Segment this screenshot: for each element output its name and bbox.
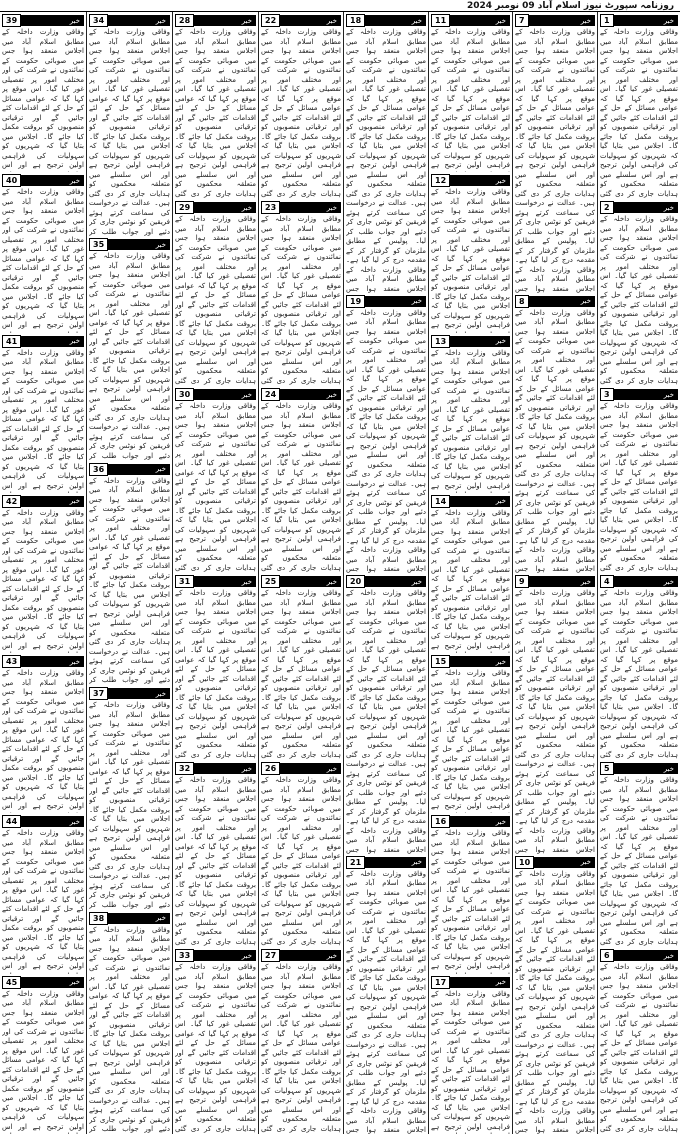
news-item-number: 12 [431,174,450,187]
news-item-header [261,576,341,587]
news-item-number: 21 [346,856,365,869]
news-item-text: وفاقی وزارت داخلہ کے مطابق اسلام آباد میں اجلاس منعقد ہوا جس میں صوبائی حکومت کے نمائندوں نے شرکت کی اور مختلف امور پر تفصیلی غور کیا گیا۔ اس موقع پر کہا گیا کہ عوامی مسائل کے حل کے لئے اقدامات کئے جائیں گے اور ترقیاتی منصوبوں کو بروقت مکمل کیا جائے گا۔ اجلاس میں بتایا گیا کہ شہریوں کو سہولیات کی فراہمی اولین ترجیح ہے اور اس [2,508,84,650]
news-item-label: خبر [580,297,591,305]
news-item-text: وفاقی وزارت داخلہ کے مطابق اسلام آباد میں اجلاس منعقد ہوا جس میں صوبائی حکومت کے نمائندوں نے شرکت کی اور مختلف امور پر تفصیلی غور کیا گیا۔ اس موقع پر کہا گیا کہ عوامی مسائل کے حل کے لئے اقدامات کئے جائیں گے اور ترقیاتی منصوبوں کو بروقت مکمل کیا جائے گا۔ اجلاس میں بتایا گیا کہ شہریوں کو سہولیات کی فراہمی اولین ترجیح ہے اور اس سلسلے میں متعلقہ محکموں کو ہدایات جاری کر دی گئی ہیں۔ عدالت نے درخواست کی سماعت کرتے ہوئے فریقین کو نوٹس جاری کر دئیے اور جواب طلب کر لیا۔ پولیس کے مطابق ملزمان کو گرفتار کر کے مقدمہ درج کر لیا گیا ہے۔ وفاقی وزارت داخلہ کے مطابق اسلام آباد میں اجلاس منعقد ہوا جس [346,308,426,573]
news-item-label: خبر [663,16,674,25]
news-item-header [89,464,170,475]
news-item-label: خبر [495,978,506,987]
column-1 [0,12,86,1134]
news-item-text: وفاقی وزارت داخلہ کے مطابق اسلام آباد میں اجلاس منعقد ہوا جس میں صوبائی حکومت کے نمائندوں نے شرکت کی اور مختلف امور پر تفصیلی غور کیا گیا۔ اس موقع پر کہا گیا کہ عوامی مسائل کے حل کے لئے اقدامات کئے جائیں گے اور ترقیاتی منصوبوں کو بروقت مکمل کیا جائے گا۔ اجلاس میں بتایا گیا کہ شہریوں کو سہولیات کی فراہمی اولین ترجیح ہے اور اس سلسلے میں متعلقہ محکموں کو ہدایات جاری کر دی گئی [600,402,678,572]
news-item-text: وفاقی وزارت داخلہ کے مطابق اسلام آباد میں اجلاس منعقد ہوا جس میں صوبائی حکومت کے نمائندوں نے شرکت کی اور مختلف امور پر تفصیلی غور کیا گیا۔ اس موقع پر کہا گیا کہ عوامی مسائل کے حل کے لئے اقدامات کئے جائیں گے اور ترقیاتی منصوبوں کو بروقت مکمل کیا جائے گا۔ اجلاس میں بتایا گیا کہ شہریوں کو سہولیات کی فراہمی اولین ترجیح ہے اور اس سلسلے میں متعلقہ محکموں کو ہدایات جاری کر دی گئی ہیں۔ عدالت نے درخواست کی سماعت کرتے ہوئے فریقین کو نوٹس جاری کر دئیے اور جواب طلب کر لیا۔ پولیس کے مطابق ملزمان کو گرفتار کر کے مقدمہ درج کر لیا گیا ہے۔ وفاقی وزارت داخلہ کے مطابق اسلام آباد میں اجلاس منعقد ہوا جس [346,28,426,293]
news-item-header [2,496,84,507]
news-item-text: وفاقی وزارت داخلہ کے مطابق اسلام آباد میں اجلاس منعقد ہوا جس میں صوبائی حکومت کے نمائندوں نے شرکت کی اور مختلف امور پر تفصیلی غور کیا گیا۔ اس موقع پر کہا گیا کہ عوامی مسائل کے حل کے لئے اقدامات کئے جائیں گے اور ترقیاتی منصوبوں کو بروقت مکمل کیا جائے گا۔ اجلاس میں بتایا گیا کہ شہریوں کو سہولیات کی فراہمی اولین ترجیح ہے اور اس [2,348,84,490]
news-item-text: وفاقی وزارت داخلہ کے مطابق اسلام آباد میں اجلاس منعقد ہوا جس میں صوبائی حکومت کے نمائندوں نے شرکت کی اور مختلف امور پر تفصیلی غور کیا گیا۔ اس موقع پر کہا گیا کہ عوامی مسائل کے حل کے لئے اقدامات کئے جائیں گے اور ترقیاتی منصوبوں کو بروقت مکمل کیا جائے گا۔ اجلاس میں بتایا گیا کہ شہریوں کو سہولیات کی فراہمی اولین ترجیح ہے اور اس سلسلے میں متعلقہ محکموں کو ہدایات جاری کر دی گئی [175,963,256,1133]
news-item-text: وفاقی وزارت داخلہ کے مطابق اسلام آباد میں اجلاس منعقد ہوا جس میں صوبائی حکومت کے نمائندوں نے شرکت کی اور مختلف امور پر تفصیلی غور کیا گیا۔ اس موقع پر کہا گیا کہ عوامی مسائل کے حل کے لئے اقدامات کئے جائیں گے اور ترقیاتی منصوبوں کو بروقت مکمل کیا جائے گا۔ اجلاس میں بتایا گیا کہ شہریوں کو سہولیات کی فراہمی اولین ترجیح ہے اور اس سلسلے میں متعلقہ محکموں کو ہدایات جاری کر دی گئی [600,215,678,385]
news-item-text: وفاقی وزارت داخلہ کے مطابق اسلام آباد میں اجلاس منعقد ہوا جس میں صوبائی حکومت کے نمائندوں نے شرکت کی اور مختلف امور پر تفصیلی غور کیا گیا۔ اس موقع پر کہا گیا کہ عوامی مسائل کے حل کے لئے اقدامات کئے جائیں گے اور ترقیاتی منصوبوں کو بروقت مکمل کیا جائے گا۔ اجلاس میں بتایا گیا کہ شہریوں کو سہولیات کی فراہمی اولین ترجیح ہے اور اس [2,669,84,811]
news-item-label: خبر [495,337,506,346]
news-item-label: خبر [69,337,80,346]
news-item-label: خبر [155,689,166,698]
news-item-number: 4 [600,575,614,588]
news-item-header [89,688,170,699]
news-item-text: وفاقی وزارت داخلہ کے مطابق اسلام آباد میں اجلاس منعقد ہوا جس میں صوبائی حکومت کے نمائندوں نے شرکت کی اور مختلف امور پر تفصیلی غور کیا گیا۔ اس موقع پر کہا گیا کہ عوامی مسائل کے حل کے لئے اقدامات کئے جائیں گے اور ترقیاتی منصوبوں کو بروقت مکمل کیا جائے گا۔ اجلاس میں بتایا گیا کہ شہریوں کو سہولیات کی فراہمی اولین ترجیح ہے اور اس سلسلے میں متعلقہ محکموں کو ہدایات جاری کر دی گئی [175,589,256,759]
news-item-label: خبر [69,978,80,987]
news-item-label: خبر [663,203,674,212]
news-item-label: خبر [411,858,422,866]
news-item-label: خبر [69,657,80,666]
news-item-text: وفاقی وزارت داخلہ کے مطابق اسلام آباد میں اجلاس منعقد ہوا جس میں صوبائی حکومت کے نمائندوں نے شرکت کی اور مختلف امور پر تفصیلی غور کیا گیا۔ اس موقع پر کہا گیا کہ عوامی مسائل کے حل کے لئے اقدامات کئے جائیں گے اور ترقیاتی منصوبوں کو بروقت مکمل کیا جائے گا۔ اجلاس میں بتایا گیا کہ شہریوں کو سہولیات کی فراہمی اولین ترجیح ہے [431,348,510,490]
news-item-header [600,576,678,587]
news-item-header [2,336,84,347]
news-item-number: 23 [261,201,280,214]
news-item-text: وفاقی وزارت داخلہ کے مطابق اسلام آباد میں اجلاس منعقد ہوا جس میں صوبائی حکومت کے نمائندوں نے شرکت کی اور مختلف امور پر تفصیلی غور کیا گیا۔ اس موقع پر کہا گیا کہ عوامی مسائل کے حل کے لئے اقدامات کئے جائیں گے اور ترقیاتی منصوبوں کو بروقت مکمل کیا جائے گا۔ اجلاس میں بتایا گیا کہ شہریوں کو سہولیات کی فراہمی اولین ترجیح ہے اور اس سلسلے میں متعلقہ محکموں کو ہدایات جاری کر دی گئی [600,589,678,759]
news-item-label: خبر [326,951,337,960]
news-item-label: خبر [326,764,337,773]
news-item-header [346,857,426,868]
news-item-header [175,763,256,774]
news-item-label: خبر [155,914,166,923]
news-item-header [600,15,678,26]
news-item-number: 17 [431,976,450,989]
column-8 [597,12,680,1134]
news-item-number: 3 [600,388,614,401]
news-item-number: 26 [261,762,280,775]
news-item-header [515,296,595,307]
column-2 [86,12,172,1134]
news-item-number: 29 [175,201,194,214]
news-item-header [600,389,678,400]
news-item-number: 1 [600,14,614,27]
news-item-label: خبر [495,497,506,506]
news-item-header [89,913,170,924]
news-item-label: خبر [241,577,252,586]
news-item-number: 41 [2,335,21,348]
news-item-text: وفاقی وزارت داخلہ کے مطابق اسلام آباد میں اجلاس منعقد ہوا جس میں صوبائی حکومت کے نمائندوں نے شرکت کی اور مختلف امور پر تفصیلی غور کیا گیا۔ اس موقع پر کہا گیا کہ عوامی مسائل کے حل کے لئے اقدامات کئے جائیں گے اور ترقیاتی منصوبوں کو بروقت مکمل کیا جائے گا۔ اجلاس میں بتایا گیا کہ شہریوں کو سہولیات کی فراہمی اولین ترجیح ہے اور اس سلسلے میں متعلقہ محکموں کو ہدایات جاری کر دی گئی [261,589,341,759]
news-item-text: وفاقی وزارت داخلہ کے مطابق اسلام آباد میں اجلاس منعقد ہوا جس میں صوبائی حکومت کے نمائندوں نے شرکت کی اور مختلف امور پر تفصیلی غور کیا گیا۔ اس موقع پر کہا گیا کہ عوامی مسائل کے حل کے لئے اقدامات کئے جائیں گے اور ترقیاتی منصوبوں کو بروقت مکمل کیا جائے گا۔ اجلاس میں بتایا گیا کہ شہریوں کو سہولیات کی فراہمی اولین ترجیح ہے [431,508,510,650]
news-item-number: 44 [2,815,21,828]
news-item-text: وفاقی وزارت داخلہ کے مطابق اسلام آباد میں اجلاس منعقد ہوا جس میں صوبائی حکومت کے نمائندوں نے شرکت کی اور مختلف امور پر تفصیلی غور کیا گیا۔ اس موقع پر کہا گیا کہ عوامی مسائل کے حل کے لئے اقدامات کئے جائیں گے اور ترقیاتی منصوبوں کو بروقت مکمل کیا جائے گا۔ اجلاس میں بتایا گیا کہ شہریوں کو سہولیات کی فراہمی اولین ترجیح ہے اور اس سلسلے میں متعلقہ محکموں کو ہدایات جاری کر دی گئی [600,963,678,1133]
news-item-header [175,576,256,587]
news-item-text: وفاقی وزارت داخلہ کے مطابق اسلام آباد میں اجلاس منعقد ہوا جس میں صوبائی حکومت کے نمائندوں نے شرکت کی اور مختلف امور پر تفصیلی غور کیا گیا۔ اس موقع پر کہا گیا کہ عوامی مسائل کے حل کے لئے اقدامات کئے جائیں گے اور ترقیاتی منصوبوں کو بروقت مکمل کیا جائے گا۔ اجلاس میں بتایا گیا کہ شہریوں کو سہولیات کی فراہمی اولین ترجیح ہے اور اس سلسلے میں متعلقہ محکموں کو ہدایات جاری کر دی گئی ہیں۔ عدالت نے درخواست کی سماعت کرتے ہوئے فریقین کو نوٹس جاری کر دئیے اور جواب طلب کر [89,252,170,460]
news-item-header [431,336,510,347]
news-item-text: وفاقی وزارت داخلہ کے مطابق اسلام آباد میں اجلاس منعقد ہوا جس میں صوبائی حکومت کے نمائندوں نے شرکت کی اور مختلف امور پر تفصیلی غور کیا گیا۔ اس موقع پر کہا گیا کہ عوامی مسائل کے حل کے لئے اقدامات کئے جائیں گے اور ترقیاتی منصوبوں کو بروقت مکمل کیا جائے گا۔ اجلاس میں بتایا گیا کہ شہریوں کو سہولیات کی فراہمی اولین ترجیح ہے اور اس سلسلے میں متعلقہ محکموں کو ہدایات جاری کر دی گئی [175,28,256,198]
news-item-header [175,15,256,26]
news-item-text: وفاقی وزارت داخلہ کے مطابق اسلام آباد میں اجلاس منعقد ہوا جس میں صوبائی حکومت کے نمائندوں نے شرکت کی اور مختلف امور پر تفصیلی غور کیا گیا۔ اس موقع پر کہا گیا کہ عوامی مسائل کے حل کے لئے اقدامات کئے جائیں گے اور ترقیاتی منصوبوں کو بروقت مکمل کیا جائے گا۔ اجلاس میں بتایا گیا کہ شہریوں کو سہولیات کی فراہمی اولین ترجیح ہے اور اس سلسلے میں متعلقہ محکموں کو ہدایات جاری کر دی گئی ہیں۔ عدالت نے درخواست کی سماعت کرتے ہوئے فریقین کو نوٹس جاری کر دئیے اور جواب طلب کر [89,28,170,236]
news-item-header [346,296,426,307]
news-item-header [515,857,595,868]
news-item-text: وفاقی وزارت داخلہ کے مطابق اسلام آباد میں اجلاس منعقد ہوا جس میں صوبائی حکومت کے نمائندوں نے شرکت کی اور مختلف امور پر تفصیلی غور کیا گیا۔ اس موقع پر کہا گیا کہ عوامی مسائل کے حل کے لئے اقدامات کئے جائیں گے اور ترقیاتی منصوبوں کو بروقت مکمل کیا جائے گا۔ اجلاس میں بتایا گیا کہ شہریوں کو سہولیات کی فراہمی اولین ترجیح ہے اور اس سلسلے میں متعلقہ محکموں کو ہدایات جاری کر دی گئی [261,402,341,572]
news-item-number: 27 [261,949,280,962]
news-item-number: 13 [431,335,450,348]
news-item-header [261,15,341,26]
news-item-text: وفاقی وزارت داخلہ کے مطابق اسلام آباد میں اجلاس منعقد ہوا جس میں صوبائی حکومت کے نمائندوں نے شرکت کی اور مختلف امور پر تفصیلی غور کیا گیا۔ اس موقع پر کہا گیا کہ عوامی مسائل کے حل کے لئے اقدامات کئے جائیں گے اور ترقیاتی منصوبوں کو بروقت مکمل کیا جائے گا۔ اجلاس میں بتایا گیا کہ شہریوں کو سہولیات کی فراہمی اولین ترجیح ہے اور اس سلسلے میں متعلقہ محکموں کو ہدایات جاری کر دی گئی ہیں۔ عدالت نے درخواست کی سماعت کرتے ہوئے فریقین کو نوٹس جاری کر دئیے اور جواب طلب کر لیا۔ پولیس کے مطابق ملزمان کو گرفتار کر کے مقدمہ درج کر لیا گیا ہے۔ وفاقی وزارت داخلہ کے مطابق اسلام آباد میں اجلاس منعقد ہوا جس [515,308,595,573]
news-item-number: 45 [2,976,21,989]
news-item-text: وفاقی وزارت داخلہ کے مطابق اسلام آباد میں اجلاس منعقد ہوا جس میں صوبائی حکومت کے نمائندوں نے شرکت کی اور مختلف امور پر تفصیلی غور کیا گیا۔ اس موقع پر کہا گیا کہ عوامی مسائل کے حل کے لئے اقدامات کئے جائیں گے اور ترقیاتی منصوبوں کو بروقت مکمل کیا جائے گا۔ اجلاس میں بتایا گیا کہ شہریوں کو سہولیات کی فراہمی اولین ترجیح ہے اور اس سلسلے میں متعلقہ محکموں کو ہدایات جاری کر دی گئی ہیں۔ عدالت نے درخواست کی سماعت کرتے ہوئے فریقین کو نوٹس جاری کر دئیے اور جواب طلب کر لیا۔ پولیس کے مطابق ملزمان کو گرفتار کر کے مقدمہ درج کر لیا گیا ہے۔ وفاقی وزارت داخلہ کے مطابق اسلام آباد میں اجلاس منعقد ہوا جس [515,869,595,1134]
news-item-label: خبر [495,16,506,25]
news-item-number: 30 [175,388,194,401]
news-item-text: وفاقی وزارت داخلہ کے مطابق اسلام آباد میں اجلاس منعقد ہوا جس میں صوبائی حکومت کے نمائندوں نے شرکت کی اور مختلف امور پر تفصیلی غور کیا گیا۔ اس موقع پر کہا گیا کہ عوامی مسائل کے حل کے لئے اقدامات کئے جائیں گے اور ترقیاتی منصوبوں کو بروقت مکمل کیا جائے گا۔ اجلاس میں بتایا گیا کہ شہریوں کو سہولیات کی فراہمی اولین ترجیح ہے اور اس سلسلے میں متعلقہ محکموں کو ہدایات جاری کر دی گئی ہیں۔ عدالت نے درخواست کی سماعت کرتے ہوئے فریقین کو نوٹس جاری کر دئیے اور جواب طلب کر لیا۔ پولیس کے مطابق ملزمان کو گرفتار کر کے مقدمہ درج کر لیا گیا ہے۔ وفاقی وزارت داخلہ کے مطابق اسلام آباد میں اجلاس منعقد ہوا جس [346,869,426,1134]
news-item-number: 15 [431,655,450,668]
news-item-label: خبر [411,16,422,25]
news-item-header [261,389,341,400]
news-item-label: خبر [326,16,337,25]
news-item-header [431,816,510,827]
news-item-header [431,977,510,988]
column-3 [172,12,258,1134]
news-item-header [261,763,341,774]
news-item-label: خبر [241,203,252,212]
news-item-number: 22 [261,14,280,27]
masthead [0,0,680,12]
news-item-text: وفاقی وزارت داخلہ کے مطابق اسلام آباد میں اجلاس منعقد ہوا جس میں صوبائی حکومت کے نمائندوں نے شرکت کی اور مختلف امور پر تفصیلی غور کیا گیا۔ اس موقع پر کہا گیا کہ عوامی مسائل کے حل کے لئے اقدامات کئے جائیں گے اور ترقیاتی منصوبوں کو بروقت مکمل کیا جائے گا۔ اجلاس میں بتایا گیا کہ شہریوں کو سہولیات کی فراہمی اولین ترجیح ہے اور اس سلسلے میں متعلقہ محکموں کو ہدایات جاری کر دی گئی [600,28,678,198]
news-item-label: خبر [663,951,674,960]
news-item-label: خبر [241,390,252,399]
news-item-header [431,175,510,186]
news-item-text: وفاقی وزارت داخلہ کے مطابق اسلام آباد میں اجلاس منعقد ہوا جس میں صوبائی حکومت کے نمائندوں نے شرکت کی اور مختلف امور پر تفصیلی غور کیا گیا۔ اس موقع پر کہا گیا کہ عوامی مسائل کے حل کے لئے اقدامات کئے جائیں گے اور ترقیاتی منصوبوں کو بروقت مکمل کیا جائے گا۔ اجلاس میں بتایا گیا کہ شہریوں کو سہولیات کی فراہمی اولین ترجیح ہے [431,989,510,1131]
news-item-label: خبر [580,858,591,866]
news-item-label: خبر [69,16,80,25]
column-7 [512,12,597,1134]
news-item-number: 14 [431,495,450,508]
news-item-label: خبر [155,16,166,25]
news-item-number: 19 [346,295,365,308]
news-item-text: وفاقی وزارت داخلہ کے مطابق اسلام آباد میں اجلاس منعقد ہوا جس میں صوبائی حکومت کے نمائندوں نے شرکت کی اور مختلف امور پر تفصیلی غور کیا گیا۔ اس موقع پر کہا گیا کہ عوامی مسائل کے حل کے لئے اقدامات کئے جائیں گے اور ترقیاتی منصوبوں کو بروقت مکمل کیا جائے گا۔ اجلاس میں بتایا گیا کہ شہریوں کو سہولیات کی فراہمی اولین ترجیح ہے اور اس سلسلے میں متعلقہ محکموں کو ہدایات جاری کر دی گئی [175,402,256,572]
news-item-text: وفاقی وزارت داخلہ کے مطابق اسلام آباد میں اجلاس منعقد ہوا جس میں صوبائی حکومت کے نمائندوں نے شرکت کی اور مختلف امور پر تفصیلی غور کیا گیا۔ اس موقع پر کہا گیا کہ عوامی مسائل کے حل کے لئے اقدامات کئے جائیں گے اور ترقیاتی منصوبوں کو بروقت مکمل کیا جائے گا۔ اجلاس میں بتایا گیا کہ شہریوں کو سہولیات کی فراہمی اولین ترجیح ہے اور اس سلسلے میں متعلقہ محکموں کو ہدایات جاری کر دی گئی ہیں۔ عدالت نے درخواست کی سماعت کرتے ہوئے فریقین کو نوٹس جاری کر دئیے اور جواب طلب کر لیا۔ پولیس کے مطابق ملزمان کو گرفتار کر کے مقدمہ درج کر لیا گیا ہے۔ وفاقی وزارت داخلہ کے مطابق اسلام آباد میں اجلاس منعقد ہوا جس [346,589,426,854]
news-item-label: خبر [411,577,422,586]
news-item-text: وفاقی وزارت داخلہ کے مطابق اسلام آباد میں اجلاس منعقد ہوا جس میں صوبائی حکومت کے نمائندوں نے شرکت کی اور مختلف امور پر تفصیلی غور کیا گیا۔ اس موقع پر کہا گیا کہ عوامی مسائل کے حل کے لئے اقدامات کئے جائیں گے اور ترقیاتی منصوبوں کو بروقت مکمل کیا جائے گا۔ اجلاس میں بتایا گیا کہ شہریوں کو سہولیات کی فراہمی اولین ترجیح ہے اور اس سلسلے میں متعلقہ محکموں کو ہدایات جاری کر دی گئی ہیں۔ عدالت نے درخواست کی سماعت کرتے ہوئے فریقین کو نوٹس جاری کر دئیے اور جواب طلب کر [89,701,170,909]
news-item-label: خبر [411,297,422,305]
news-item-number: 6 [600,949,614,962]
news-item-text: وفاقی وزارت داخلہ کے مطابق اسلام آباد میں اجلاس منعقد ہوا جس میں صوبائی حکومت کے نمائندوں نے شرکت کی اور مختلف امور پر تفصیلی غور کیا گیا۔ اس موقع پر کہا گیا کہ عوامی مسائل کے حل کے لئے اقدامات کئے جائیں گے اور ترقیاتی منصوبوں کو بروقت مکمل کیا جائے گا۔ اجلاس میں بتایا گیا کہ شہریوں کو سہولیات کی فراہمی اولین ترجیح ہے اور اس سلسلے میں متعلقہ محکموں کو ہدایات جاری کر دی گئی [261,28,341,198]
news-item-text: وفاقی وزارت داخلہ کے مطابق اسلام آباد میں اجلاس منعقد ہوا جس میں صوبائی حکومت کے نمائندوں نے شرکت کی اور مختلف امور پر تفصیلی غور کیا گیا۔ اس موقع پر کہا گیا کہ عوامی مسائل کے حل کے لئے اقدامات کئے جائیں گے اور ترقیاتی منصوبوں کو بروقت مکمل کیا جائے گا۔ اجلاس میں بتایا گیا کہ شہریوں کو سہولیات کی فراہمی اولین ترجیح ہے اور اس سلسلے میں متعلقہ محکموں کو ہدایات جاری کر دی گئی [175,215,256,385]
news-item-text: وفاقی وزارت داخلہ کے مطابق اسلام آباد میں اجلاس منعقد ہوا جس میں صوبائی حکومت کے نمائندوں نے شرکت کی اور مختلف امور پر تفصیلی غور کیا گیا۔ اس موقع پر کہا گیا کہ عوامی مسائل کے حل کے لئے اقدامات کئے جائیں گے اور ترقیاتی منصوبوں کو بروقت مکمل کیا جائے گا۔ اجلاس میں بتایا گیا کہ شہریوں کو سہولیات کی فراہمی اولین ترجیح ہے اور اس [2,28,84,169]
news-item-label: خبر [155,465,166,474]
news-item-text: وفاقی وزارت داخلہ کے مطابق اسلام آباد میں اجلاس منعقد ہوا جس میں صوبائی حکومت کے نمائندوں نے شرکت کی اور مختلف امور پر تفصیلی غور کیا گیا۔ اس موقع پر کہا گیا کہ عوامی مسائل کے حل کے لئے اقدامات کئے جائیں گے اور ترقیاتی منصوبوں کو بروقت مکمل کیا جائے گا۔ اجلاس میں بتایا گیا کہ شہریوں کو سہولیات کی فراہمی اولین ترجیح ہے اور اس [2,188,84,330]
news-item-text: وفاقی وزارت داخلہ کے مطابق اسلام آباد میں اجلاس منعقد ہوا جس میں صوبائی حکومت کے نمائندوں نے شرکت کی اور مختلف امور پر تفصیلی غور کیا گیا۔ اس موقع پر کہا گیا کہ عوامی مسائل کے حل کے لئے اقدامات کئے جائیں گے اور ترقیاتی منصوبوں کو بروقت مکمل کیا جائے گا۔ اجلاس میں بتایا گیا کہ شہریوں کو سہولیات کی فراہمی اولین ترجیح ہے [431,669,510,811]
news-item-number: 20 [346,575,365,588]
news-item-label: خبر [69,497,80,506]
news-item-header [515,15,595,26]
news-item-header [2,15,84,26]
news-item-number: 28 [175,14,194,27]
news-item-number: 7 [515,14,529,27]
news-item-text: وفاقی وزارت داخلہ کے مطابق اسلام آباد میں اجلاس منعقد ہوا جس میں صوبائی حکومت کے نمائندوں نے شرکت کی اور مختلف امور پر تفصیلی غور کیا گیا۔ اس موقع پر کہا گیا کہ عوامی مسائل کے حل کے لئے اقدامات کئے جائیں گے اور ترقیاتی منصوبوں کو بروقت مکمل کیا جائے گا۔ اجلاس میں بتایا گیا کہ شہریوں کو سہولیات کی فراہمی اولین ترجیح ہے اور اس سلسلے میں متعلقہ محکموں کو ہدایات جاری کر دی گئی ہیں۔ عدالت نے درخواست کی سماعت کرتے ہوئے فریقین کو نوٹس جاری کر دئیے اور جواب طلب کر لیا۔ پولیس کے مطابق ملزمان کو گرفتار کر کے مقدمہ درج کر لیا گیا ہے۔ وفاقی وزارت داخلہ کے مطابق اسلام آباد میں اجلاس منعقد ہوا جس [515,28,595,293]
news-item-header [346,576,426,587]
news-item-number: 40 [2,174,21,187]
news-item-text: وفاقی وزارت داخلہ کے مطابق اسلام آباد میں اجلاس منعقد ہوا جس میں صوبائی حکومت کے نمائندوں نے شرکت کی اور مختلف امور پر تفصیلی غور کیا گیا۔ اس موقع پر کہا گیا کہ عوامی مسائل کے حل کے لئے اقدامات کئے جائیں گے اور ترقیاتی منصوبوں کو بروقت مکمل کیا جائے گا۔ اجلاس میں بتایا گیا کہ شہریوں کو سہولیات کی فراہمی اولین ترجیح ہے [431,188,510,330]
news-item-header [2,175,84,186]
news-item-text: وفاقی وزارت داخلہ کے مطابق اسلام آباد میں اجلاس منعقد ہوا جس میں صوبائی حکومت کے نمائندوں نے شرکت کی اور مختلف امور پر تفصیلی غور کیا گیا۔ اس موقع پر کہا گیا کہ عوامی مسائل کے حل کے لئے اقدامات کئے جائیں گے اور ترقیاتی منصوبوں کو بروقت مکمل کیا جائے گا۔ اجلاس میں بتایا گیا کہ شہریوں کو سہولیات کی فراہمی اولین ترجیح ہے اور اس سلسلے میں متعلقہ محکموں کو ہدایات جاری کر دی گئی ہیں۔ عدالت نے درخواست کی سماعت کرتے ہوئے فریقین کو نوٹس جاری کر دئیے اور جواب طلب کر [89,925,170,1134]
news-item-text: وفاقی وزارت داخلہ کے مطابق اسلام آباد میں اجلاس منعقد ہوا جس میں صوبائی حکومت کے نمائندوں نے شرکت کی اور مختلف امور پر تفصیلی غور کیا گیا۔ اس موقع پر کہا گیا کہ عوامی مسائل کے حل کے لئے اقدامات کئے جائیں گے اور ترقیاتی منصوبوں کو بروقت مکمل کیا جائے گا۔ اجلاس میں بتایا گیا کہ شہریوں کو سہولیات کی فراہمی اولین ترجیح ہے [431,28,510,169]
news-item-header [431,496,510,507]
news-item-label: خبر [663,577,674,586]
news-item-text: وفاقی وزارت داخلہ کے مطابق اسلام آباد میں اجلاس منعقد ہوا جس میں صوبائی حکومت کے نمائندوں نے شرکت کی اور مختلف امور پر تفصیلی غور کیا گیا۔ اس موقع پر کہا گیا کہ عوامی مسائل کے حل کے لئے اقدامات کئے جائیں گے اور ترقیاتی منصوبوں کو بروقت مکمل کیا جائے گا۔ اجلاس میں بتایا گیا کہ شہریوں کو سہولیات کی فراہمی اولین ترجیح ہے اور اس سلسلے میں متعلقہ محکموں کو ہدایات جاری کر دی گئی [261,776,341,946]
news-item-number: 16 [431,815,450,828]
news-item-label: خبر [326,577,337,586]
news-item-header [89,15,170,26]
news-item-number: 33 [175,949,194,962]
news-item-number: 11 [431,14,450,27]
news-item-label: خبر [69,817,80,826]
news-item-label: خبر [155,240,166,249]
news-item-number: 32 [175,762,194,775]
news-item-text: وفاقی وزارت داخلہ کے مطابق اسلام آباد میں اجلاس منعقد ہوا جس میں صوبائی حکومت کے نمائندوں نے شرکت کی اور مختلف امور پر تفصیلی غور کیا گیا۔ اس موقع پر کہا گیا کہ عوامی مسائل کے حل کے لئے اقدامات کئے جائیں گے اور ترقیاتی منصوبوں کو بروقت مکمل کیا جائے گا۔ اجلاس میں بتایا گیا کہ شہریوں کو سہولیات کی فراہمی اولین ترجیح ہے اور اس سلسلے میں متعلقہ محکموں کو ہدایات جاری کر دی گئی [175,776,256,946]
news-item-header [431,15,510,26]
news-item-number: 2 [600,201,614,214]
news-item-number: 38 [89,912,108,925]
news-item-text: وفاقی وزارت داخلہ کے مطابق اسلام آباد میں اجلاس منعقد ہوا جس میں صوبائی حکومت کے نمائندوں نے شرکت کی اور مختلف امور پر تفصیلی غور کیا گیا۔ اس موقع پر کہا گیا کہ عوامی مسائل کے حل کے لئے اقدامات کئے جائیں گے اور ترقیاتی منصوبوں کو بروقت مکمل کیا جائے گا۔ اجلاس میں بتایا گیا کہ شہریوں کو سہولیات کی فراہمی اولین ترجیح ہے اور اس [2,989,84,1131]
news-item-label: خبر [580,577,591,586]
news-item-number: 9 [515,575,529,588]
news-item-header [89,239,170,250]
news-item-text: وفاقی وزارت داخلہ کے مطابق اسلام آباد میں اجلاس منعقد ہوا جس میں صوبائی حکومت کے نمائندوں نے شرکت کی اور مختلف امور پر تفصیلی غور کیا گیا۔ اس موقع پر کہا گیا کہ عوامی مسائل کے حل کے لئے اقدامات کئے جائیں گے اور ترقیاتی منصوبوں کو بروقت مکمل کیا جائے گا۔ اجلاس میں بتایا گیا کہ شہریوں کو سہولیات کی فراہمی اولین ترجیح ہے اور اس سلسلے میں متعلقہ محکموں کو ہدایات جاری کر دی گئی ہیں۔ عدالت نے درخواست کی سماعت کرتے ہوئے فریقین کو نوٹس جاری کر دئیے اور جواب طلب کر [89,476,170,685]
news-item-header [261,950,341,961]
news-item-number: 31 [175,575,194,588]
news-item-number: 8 [515,295,529,308]
column-5 [343,12,428,1134]
news-item-number: 34 [89,14,108,27]
news-item-text: وفاقی وزارت داخلہ کے مطابق اسلام آباد میں اجلاس منعقد ہوا جس میں صوبائی حکومت کے نمائندوں نے شرکت کی اور مختلف امور پر تفصیلی غور کیا گیا۔ اس موقع پر کہا گیا کہ عوامی مسائل کے حل کے لئے اقدامات کئے جائیں گے اور ترقیاتی منصوبوں کو بروقت مکمل کیا جائے گا۔ اجلاس میں بتایا گیا کہ شہریوں کو سہولیات کی فراہمی اولین ترجیح ہے اور اس سلسلے میں متعلقہ محکموں کو ہدایات جاری کر دی گئی [261,963,341,1133]
news-item-label: خبر [495,176,506,185]
column-6 [428,12,512,1134]
news-item-header [431,656,510,667]
news-item-header [175,389,256,400]
column-4 [258,12,343,1134]
news-item-label: خبر [663,764,674,773]
news-item-text: وفاقی وزارت داخلہ کے مطابق اسلام آباد میں اجلاس منعقد ہوا جس میں صوبائی حکومت کے نمائندوں نے شرکت کی اور مختلف امور پر تفصیلی غور کیا گیا۔ اس موقع پر کہا گیا کہ عوامی مسائل کے حل کے لئے اقدامات کئے جائیں گے اور ترقیاتی منصوبوں کو بروقت مکمل کیا جائے گا۔ اجلاس میں بتایا گیا کہ شہریوں کو سہولیات کی فراہمی اولین ترجیح ہے اور اس [2,829,84,971]
news-item-label: خبر [580,16,591,25]
news-item-label: خبر [69,176,80,185]
news-item-header [2,656,84,667]
news-item-label: خبر [241,16,252,25]
news-item-header [175,202,256,213]
news-item-number: 42 [2,495,21,508]
news-item-header [2,977,84,988]
news-item-number: 36 [89,463,108,476]
news-item-label: خبر [326,203,337,212]
news-item-header [515,576,595,587]
news-item-text: وفاقی وزارت داخلہ کے مطابق اسلام آباد میں اجلاس منعقد ہوا جس میں صوبائی حکومت کے نمائندوں نے شرکت کی اور مختلف امور پر تفصیلی غور کیا گیا۔ اس موقع پر کہا گیا کہ عوامی مسائل کے حل کے لئے اقدامات کئے جائیں گے اور ترقیاتی منصوبوں کو بروقت مکمل کیا جائے گا۔ اجلاس میں بتایا گیا کہ شہریوں کو سہولیات کی فراہمی اولین ترجیح ہے اور اس سلسلے میں متعلقہ محکموں کو ہدایات جاری کر دی گئی [261,215,341,385]
news-item-number: 10 [515,856,534,869]
news-item-header [600,950,678,961]
news-item-text: وفاقی وزارت داخلہ کے مطابق اسلام آباد میں اجلاس منعقد ہوا جس میں صوبائی حکومت کے نمائندوں نے شرکت کی اور مختلف امور پر تفصیلی غور کیا گیا۔ اس موقع پر کہا گیا کہ عوامی مسائل کے حل کے لئے اقدامات کئے جائیں گے اور ترقیاتی منصوبوں کو بروقت مکمل کیا جائے گا۔ اجلاس میں بتایا گیا کہ شہریوں کو سہولیات کی فراہمی اولین ترجیح ہے [431,829,510,971]
news-item-number: 25 [261,575,280,588]
news-item-label: خبر [495,817,506,826]
news-item-text: وفاقی وزارت داخلہ کے مطابق اسلام آباد میں اجلاس منعقد ہوا جس میں صوبائی حکومت کے نمائندوں نے شرکت کی اور مختلف امور پر تفصیلی غور کیا گیا۔ اس موقع پر کہا گیا کہ عوامی مسائل کے حل کے لئے اقدامات کئے جائیں گے اور ترقیاتی منصوبوں کو بروقت مکمل کیا جائے گا۔ اجلاس میں بتایا گیا کہ شہریوں کو سہولیات کی فراہمی اولین ترجیح ہے اور اس سلسلے میں متعلقہ محکموں کو ہدایات جاری کر دی گئی [600,776,678,946]
news-item-label: خبر [326,390,337,399]
news-item-number: 39 [2,14,21,27]
newspaper-columns [0,12,680,1134]
news-item-number: 37 [89,687,108,700]
news-item-label: خبر [241,951,252,960]
news-item-number: 35 [89,238,108,251]
news-item-header [600,202,678,213]
news-item-header [600,763,678,774]
news-item-number: 43 [2,655,21,668]
news-item-label: خبر [241,764,252,773]
news-item-number: 5 [600,762,614,775]
news-item-label: خبر [663,390,674,399]
news-item-number: 18 [346,14,365,27]
news-item-header [346,15,426,26]
masthead-title: روزنامہ سپورٹ نیوز اسلام آباد 09 نومبر 2024 [466,0,674,11]
news-item-header [261,202,341,213]
news-item-number: 24 [261,388,280,401]
news-item-label: خبر [495,657,506,666]
news-item-header [175,950,256,961]
news-item-text: وفاقی وزارت داخلہ کے مطابق اسلام آباد میں اجلاس منعقد ہوا جس میں صوبائی حکومت کے نمائندوں نے شرکت کی اور مختلف امور پر تفصیلی غور کیا گیا۔ اس موقع پر کہا گیا کہ عوامی مسائل کے حل کے لئے اقدامات کئے جائیں گے اور ترقیاتی منصوبوں کو بروقت مکمل کیا جائے گا۔ اجلاس میں بتایا گیا کہ شہریوں کو سہولیات کی فراہمی اولین ترجیح ہے اور اس سلسلے میں متعلقہ محکموں کو ہدایات جاری کر دی گئی ہیں۔ عدالت نے درخواست کی سماعت کرتے ہوئے فریقین کو نوٹس جاری کر دئیے اور جواب طلب کر لیا۔ پولیس کے مطابق ملزمان کو گرفتار کر کے مقدمہ درج کر لیا گیا ہے۔ وفاقی وزارت داخلہ کے مطابق اسلام آباد میں اجلاس منعقد ہوا جس [515,589,595,854]
news-item-header [2,816,84,827]
